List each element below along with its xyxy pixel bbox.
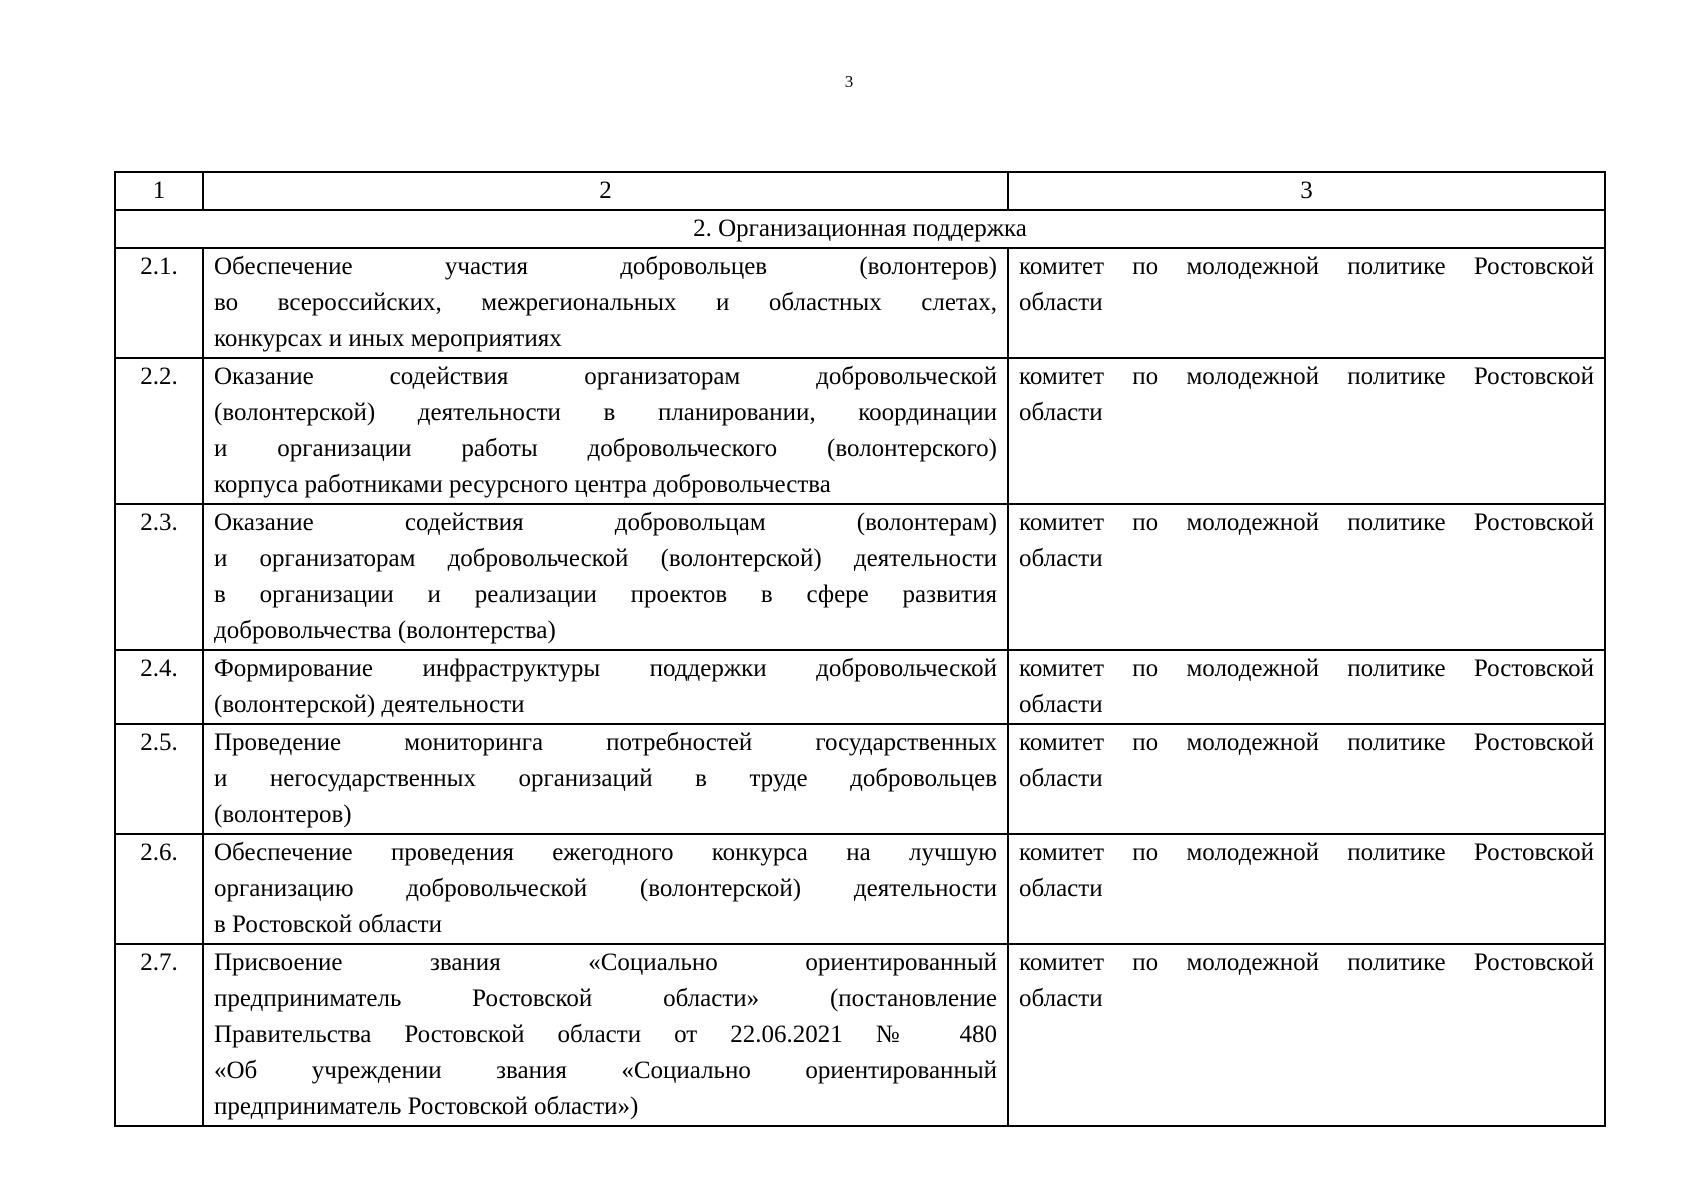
description-line: предприниматель Ростовской области») (214, 1093, 639, 1120)
description-line: в организации и реализации проектов в сфере развития (214, 581, 997, 608)
description-line: Оказание содействия добровольцам (волонтерам) (214, 509, 997, 536)
table-row (115, 248, 1605, 358)
row-description (203, 358, 1008, 504)
table-row (115, 834, 1605, 944)
description-line: Оказание содействия организаторам добровольческой (214, 363, 997, 390)
row-description (203, 504, 1008, 650)
table-row (115, 650, 1605, 724)
row-responsible: комитет по молодежной политике Ростовской области (1008, 724, 1605, 834)
table-row (115, 944, 1605, 1126)
row-number: 2.5. (115, 724, 203, 834)
description-line: (волонтерской) деятельности (214, 691, 525, 718)
row-number: 2.4. (115, 650, 203, 724)
description-line: и организаторам добровольческой (волонтерской) деятельности (214, 545, 997, 572)
row-responsible: комитет по молодежной политике Ростовской области (1008, 248, 1605, 358)
description-line: Обеспечение проведения ежегодного конкурса на лучшую (214, 839, 997, 866)
column-header-2: 2 (203, 172, 1008, 210)
row-responsible: комитет по молодежной политике Ростовской области (1008, 504, 1605, 650)
description-line: Формирование инфраструктуры поддержки добровольческой (214, 655, 997, 682)
description-line: Обеспечение участия добровольцев (волонтеров) (214, 253, 997, 280)
description-line: Правительства Ростовской области от 22.06.2021 № 480 (214, 1021, 997, 1048)
table-header-row (115, 172, 1605, 210)
row-responsible: комитет по молодежной политике Ростовской области (1008, 834, 1605, 944)
table-row (115, 358, 1605, 504)
row-description (203, 724, 1008, 834)
description-line: (волонтерской) деятельности в планировании, координации (214, 399, 997, 426)
page-number: 3 (844, 72, 854, 91)
table-row (115, 504, 1605, 650)
description-line: (волонтеров) (214, 801, 352, 828)
row-number: 2.1. (115, 248, 203, 358)
row-responsible: комитет по молодежной политике Ростовской области (1008, 650, 1605, 724)
section-header-row (115, 210, 1605, 248)
column-header-3: 3 (1008, 172, 1605, 210)
description-line: и негосударственных организаций в труде добровольцев (214, 765, 997, 792)
section-title: 2. Организационная поддержка (115, 210, 1605, 248)
row-number: 2.6. (115, 834, 203, 944)
column-header-1: 1 (115, 172, 203, 210)
description-line: во всероссийских, межрегиональных и областных слетах, (214, 289, 997, 316)
row-description (203, 650, 1008, 724)
row-description (203, 944, 1008, 1126)
row-responsible: комитет по молодежной политике Ростовской области (1008, 944, 1605, 1126)
measures-table (114, 171, 1606, 1127)
description-line: предприниматель Ростовской области» (постановление (214, 985, 997, 1012)
row-description (203, 834, 1008, 944)
description-line: в Ростовской области (214, 911, 442, 938)
description-line: «Об учреждении звания «Социально ориентированный (214, 1057, 997, 1084)
row-description (203, 248, 1008, 358)
row-number: 2.2. (115, 358, 203, 504)
description-line: и организации работы добровольческого (волонтерского) (214, 435, 997, 462)
description-line: организацию добровольческой (волонтерской) деятельности (214, 875, 997, 902)
description-line: корпуса работниками ресурсного центра добровольчества (214, 471, 831, 498)
description-line: Присвоение звания «Социально ориентированный (214, 949, 997, 976)
row-number: 2.7. (115, 944, 203, 1126)
table-body (115, 172, 1605, 1126)
description-line: конкурсах и иных мероприятиях (214, 325, 562, 352)
row-number: 2.3. (115, 504, 203, 650)
description-line: добровольчества (волонтерства) (214, 617, 556, 644)
row-responsible: комитет по молодежной политике Ростовской области (1008, 358, 1605, 504)
table-row (115, 724, 1605, 834)
description-line: Проведение мониторинга потребностей государственных (214, 729, 997, 756)
